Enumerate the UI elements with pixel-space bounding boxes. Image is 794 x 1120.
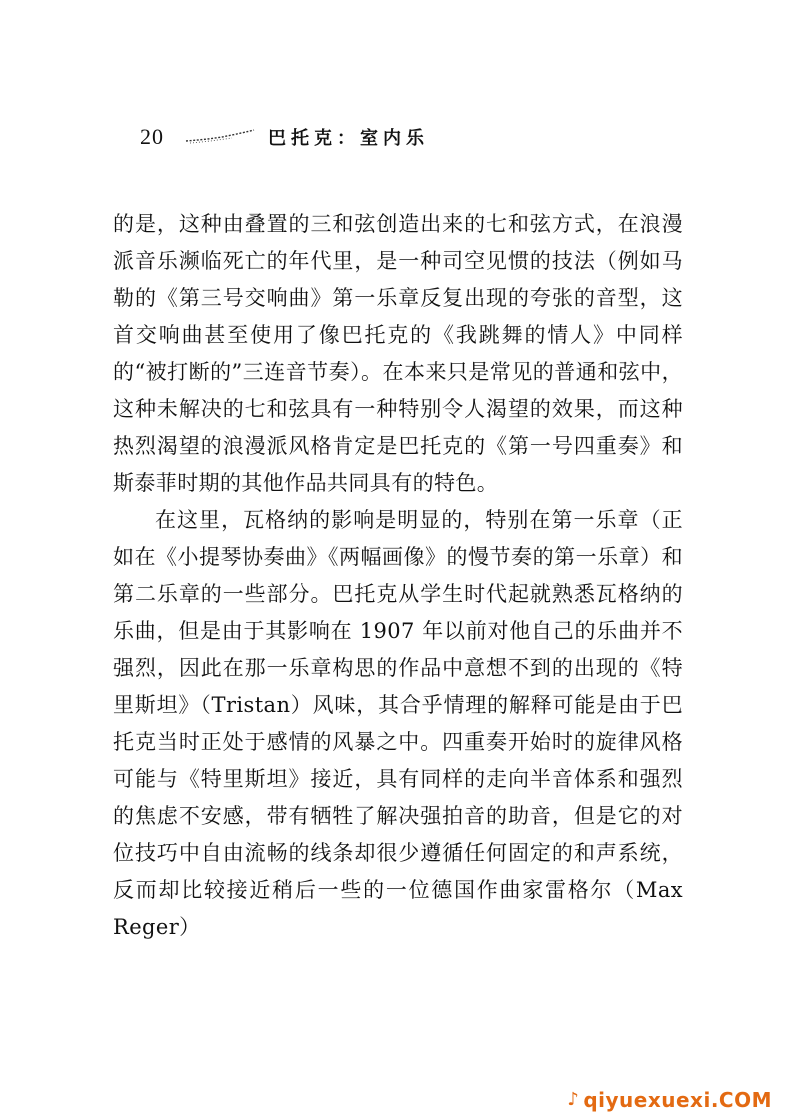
music-note-icon: ♪ xyxy=(567,1089,580,1110)
paragraph-wagner-influence: 在这里，瓦格纳的影响是明显的，特别在第一乐章（正如在《小提琴协奏曲》《两幅画像》的慢节奏的第一乐章）和第二乐章的一些部分。巴托克从学生时代起就熟悉瓦格纳的乐曲，但是由于其影响在 1907 年以前对他自己的乐曲并不强烈，因此在那一乐章构思的作品中意想不到的出现的《特里斯坦》（Tristan）风味，其合乎情理的解释可能是由于巴托克当时正处于感情的风暴之中。四重奏开始时的旋律风格可能与《特里斯坦》接近，具有同样的走向半音体系和强烈的焦虑不安感，带有牺牲了解决强拍音的助音，但是它的对位技巧中自由流畅的线条却很少遵循任何固定的和声系统，反而却比较接近稍后一些的一位德国作曲家雷格尔（Max Reger） xyxy=(113,508,683,939)
watermark-text: qiyuexuexi.COM xyxy=(583,1088,772,1112)
page-header xyxy=(140,122,580,156)
body-text xyxy=(113,206,683,946)
page-number: 20 xyxy=(140,124,164,149)
site-watermark xyxy=(567,1088,772,1112)
running-title: 巴托克：室内乐 xyxy=(268,128,429,149)
header-ornament-icon xyxy=(184,126,258,148)
paragraph-continuation: 的是，这种由叠置的三和弦创造出来的七和弦方式，在浪漫派音乐濒临死亡的年代里，是一种司空见惯的技法（例如马勒的《第三号交响曲》第一乐章反复出现的夸张的音型，这首交响曲甚至使用了像巴托克的《我跳舞的情人》中同样的“被打断的”三连音节奏）。在本来只是常见的普通和弦中，这种未解决的七和弦具有一种特别令人渴望的效果，而这种热烈渴望的浪漫派风格肯定是巴托克的《第一号四重奏》和斯泰菲时期的其他作品共同具有的特色。 xyxy=(113,212,683,495)
